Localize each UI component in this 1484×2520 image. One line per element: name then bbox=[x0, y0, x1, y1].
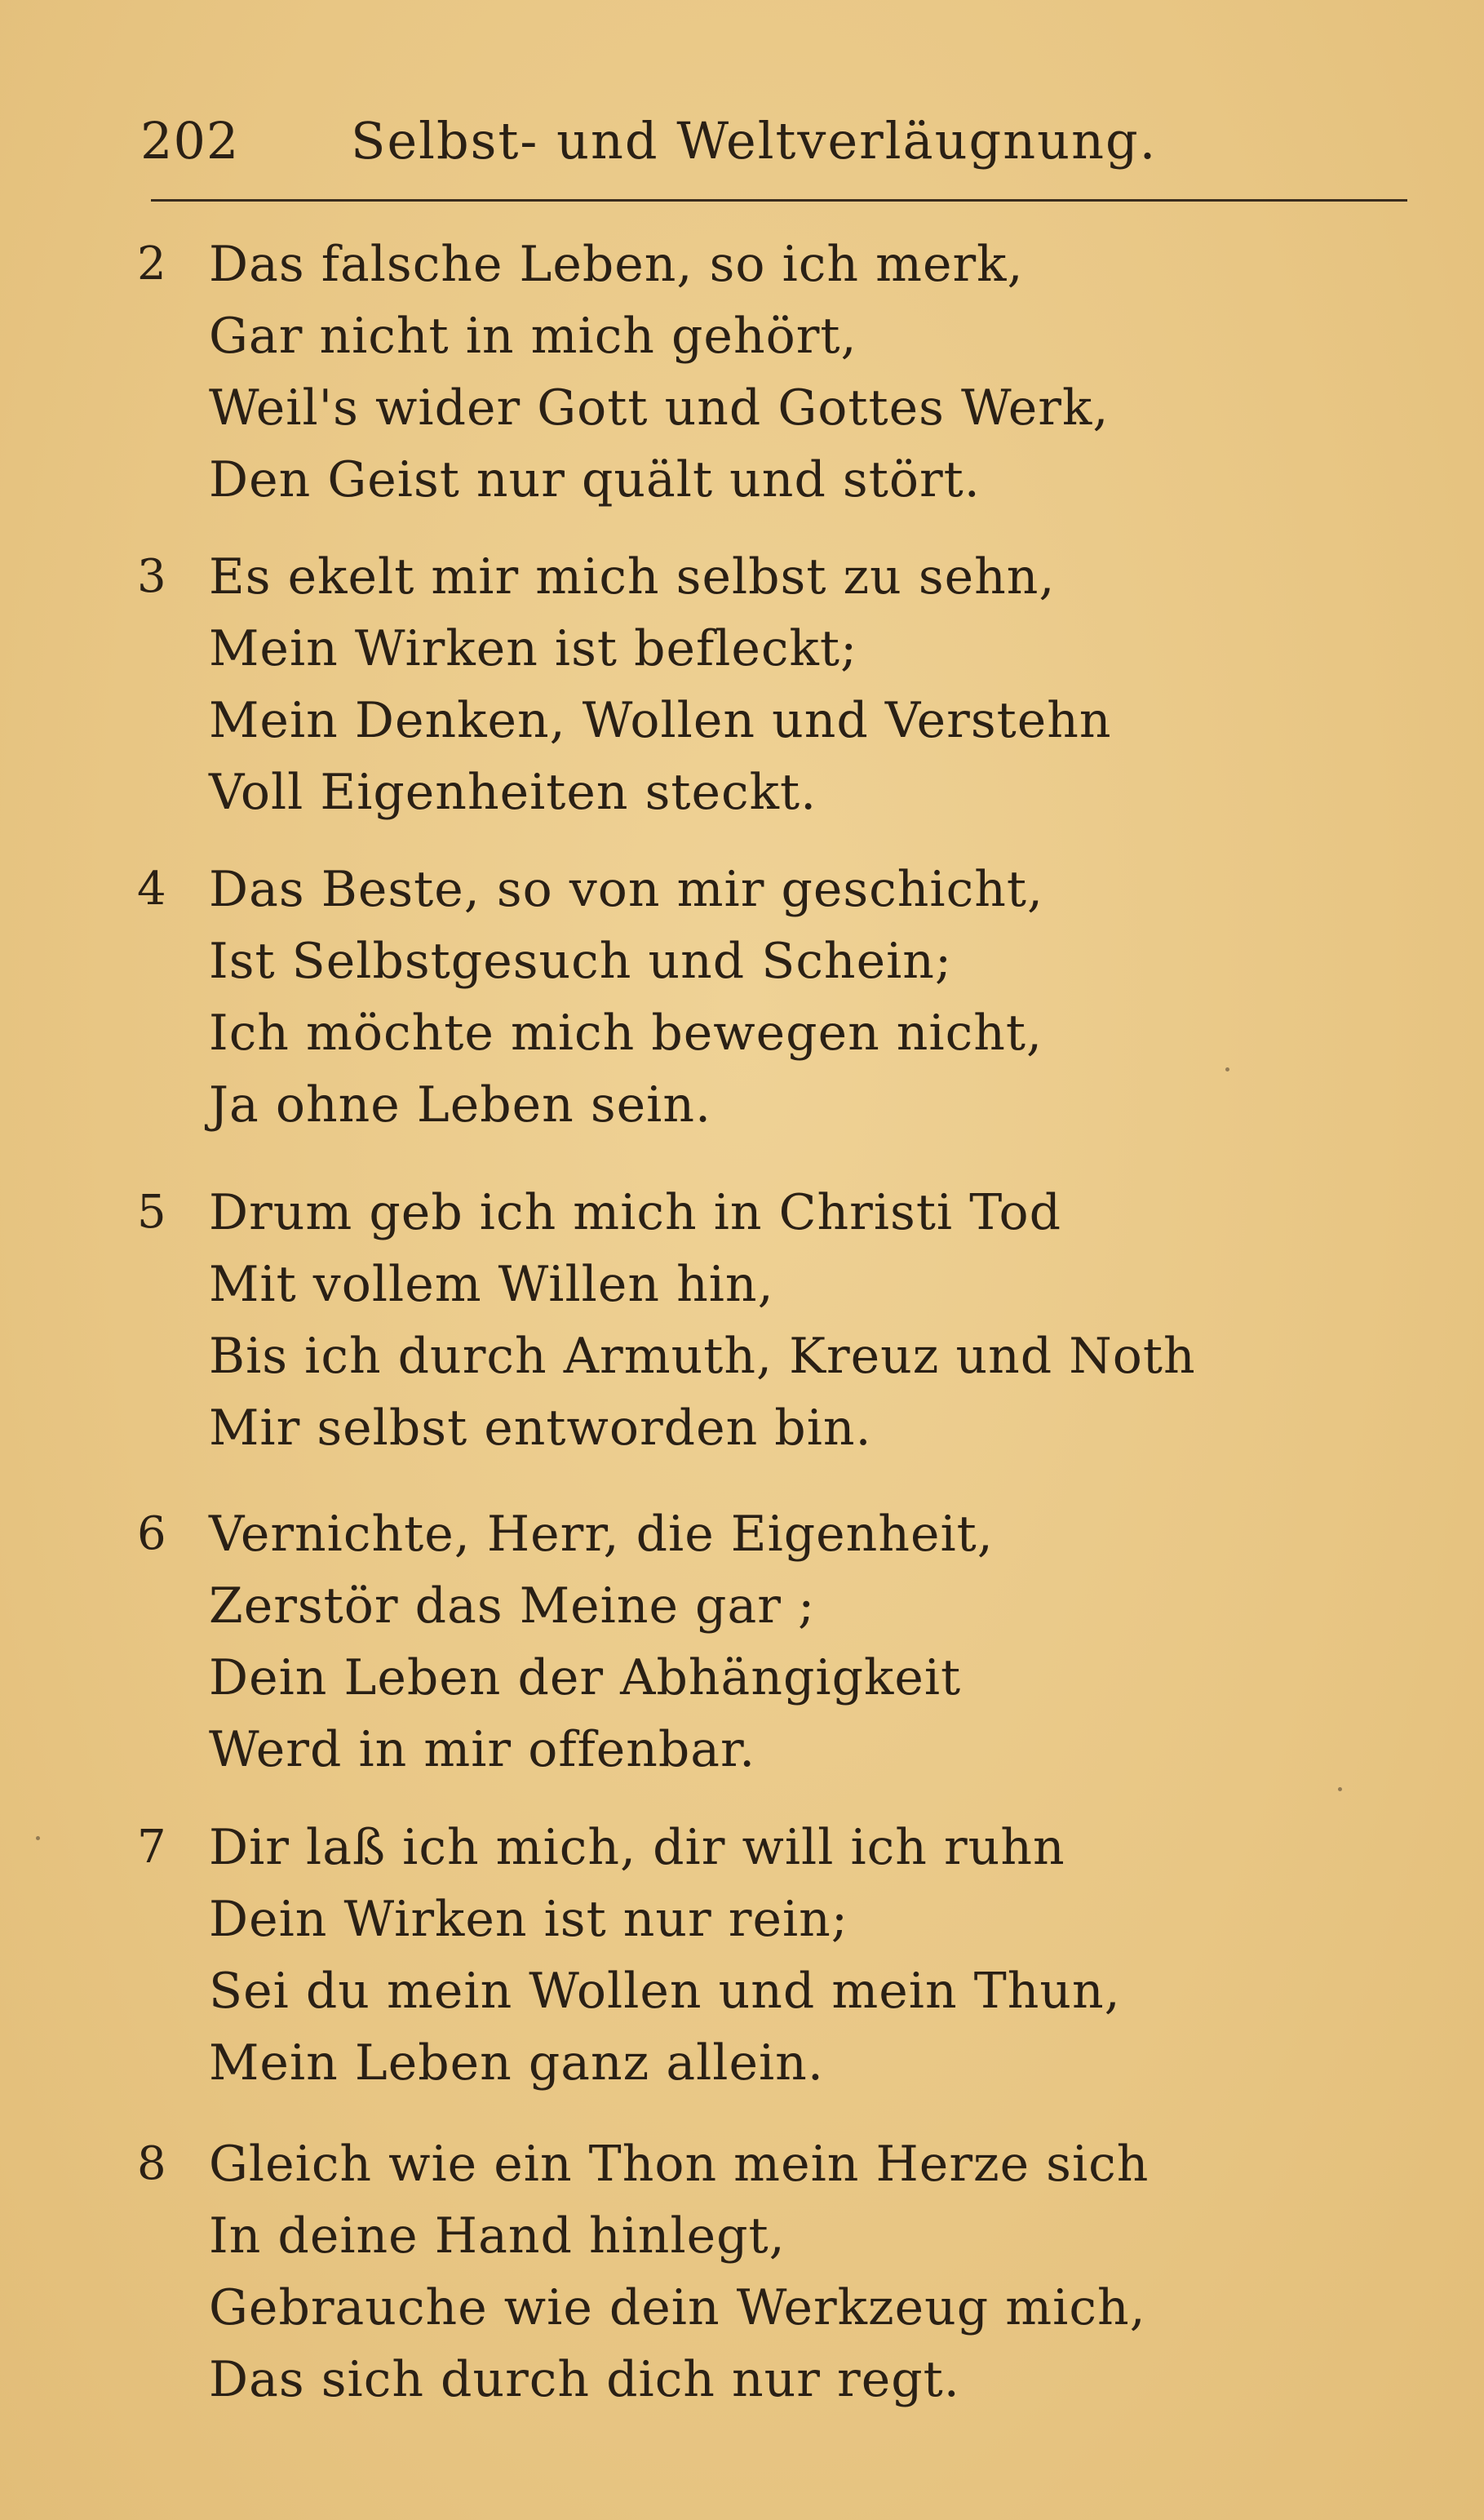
verse-line: Zerstör das Meine gar ; bbox=[209, 1577, 816, 1635]
verse-number: 2 bbox=[137, 237, 166, 291]
page-number: 202 bbox=[140, 111, 240, 171]
verse-lines bbox=[209, 854, 1043, 1141]
verse-line: Den Geist nur quält und stört. bbox=[209, 451, 981, 508]
verse-line: Werd in mir offenbar. bbox=[209, 1721, 756, 1778]
paper-speck bbox=[1338, 1787, 1342, 1791]
paper-speck bbox=[36, 1836, 40, 1840]
running-title: Selbst- und Weltverläugnung. bbox=[351, 111, 1158, 171]
verse-line: In deine Hand hinlegt, bbox=[209, 2207, 786, 2265]
verse-line: Dein Wirken ist nur rein; bbox=[209, 1891, 849, 1948]
verse-number: 6 bbox=[137, 1507, 166, 1560]
verse-line: Dein Leben der Abhängigkeit bbox=[209, 1649, 962, 1706]
verse-line: Mir selbst entworden bin. bbox=[209, 1400, 872, 1457]
verse-lines bbox=[209, 2128, 1149, 2416]
verse-line: Mein Wirken ist befleckt; bbox=[209, 620, 858, 677]
verse-line: Das Beste, so von mir geschicht, bbox=[209, 861, 1044, 918]
verse-line: Dir laß ich mich, dir will ich ruhn bbox=[209, 1819, 1065, 1876]
verse-number: 5 bbox=[137, 1186, 166, 1239]
verse-number: 3 bbox=[137, 550, 166, 603]
verse-number: 7 bbox=[137, 1821, 166, 1874]
verse-number: 8 bbox=[137, 2137, 166, 2190]
page-header bbox=[140, 104, 1405, 178]
verse-lines bbox=[209, 1498, 994, 1786]
verse-lines bbox=[209, 228, 1109, 516]
verse-line: Weil's wider Gott und Gottes Werk, bbox=[209, 379, 1110, 437]
verse-line: Mein Leben ganz allein. bbox=[209, 2034, 824, 2092]
verse-line: Gleich wie ein Thon mein Herze sich bbox=[209, 2136, 1150, 2193]
verse-line: Drum geb ich mich in Christi Tod bbox=[209, 1184, 1062, 1241]
verse-line: Ich möchte mich bewegen nicht, bbox=[209, 1005, 1043, 1062]
verse-line: Gebrauche wie dein Werkzeug mich, bbox=[209, 2279, 1146, 2336]
verse-line: Das falsche Leben, so ich merk, bbox=[209, 236, 1024, 293]
verse-line: Das sich durch dich nur regt. bbox=[209, 2351, 960, 2408]
verse-line: Es ekelt mir mich selbst zu sehn, bbox=[209, 548, 1056, 606]
paper-speck bbox=[1225, 1067, 1229, 1071]
verse-lines bbox=[209, 541, 1112, 828]
verse-line: Gar nicht in mich gehört, bbox=[209, 308, 857, 365]
verse-line: Sei du mein Wollen und mein Thun, bbox=[209, 1963, 1121, 2020]
header-rule bbox=[151, 199, 1407, 202]
verse-number: 4 bbox=[137, 863, 166, 916]
verse-lines bbox=[209, 1177, 1196, 1464]
verse-line: Mein Denken, Wollen und Verstehn bbox=[209, 692, 1112, 749]
verse-line: Bis ich durch Armuth, Kreuz und Noth bbox=[209, 1328, 1196, 1385]
verse-line: Ist Selbstgesuch und Schein; bbox=[209, 933, 953, 990]
verse-line: Vernichte, Herr, die Eigenheit, bbox=[209, 1506, 994, 1563]
verse-line: Ja ohne Leben sein. bbox=[209, 1076, 712, 1134]
verse-line: Voll Eigenheiten steckt. bbox=[209, 764, 817, 821]
verse-lines bbox=[209, 1812, 1121, 2099]
verse-line: Mit vollem Willen hin, bbox=[209, 1256, 774, 1313]
